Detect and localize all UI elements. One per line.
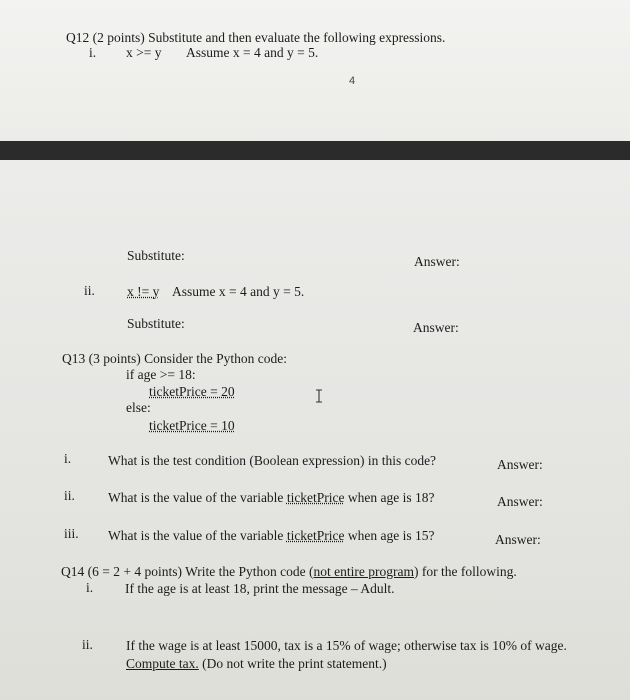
q13-iii-question xyxy=(108,528,435,544)
q14-i-text: If the age is at least 18, print the message – Adult. xyxy=(125,581,395,596)
q12-ii-assumption: Assume x = 4 and y = 5. xyxy=(172,284,305,299)
q13-code-line-if: if age >= 18: xyxy=(126,367,196,382)
q12-ii-expression: x != y xyxy=(127,284,160,299)
q14-i-number: i. xyxy=(86,580,94,595)
q14-heading-underlined: not entire program xyxy=(313,564,414,579)
q13-iii-answer-label: Answer: xyxy=(495,532,541,547)
q13-ii-text-before: What is the value of the variable xyxy=(108,490,287,505)
q14-ii-line1: If the wage is at least 15000, tax is a 15% of wage; otherwise tax is 10% of wage. xyxy=(126,638,567,653)
q14-heading-before: Q14 (6 = 2 + 4 points) Write the Python code ( xyxy=(61,564,314,579)
ticketprice-var-1: ticketPrice = 20 xyxy=(149,384,235,399)
q13-iii-number: iii. xyxy=(64,526,79,541)
q14-ii-number: ii. xyxy=(82,637,93,652)
q14-heading xyxy=(61,564,517,580)
q13-i-answer-label: Answer: xyxy=(497,457,543,472)
q12-ii-substitute-label: Substitute: xyxy=(127,316,185,331)
q13-iii-text-before: What is the value of the variable xyxy=(108,528,287,543)
q13-heading: Q13 (3 points) Consider the Python code: xyxy=(62,351,287,366)
q12-ii-answer-label: Answer: xyxy=(413,320,459,335)
q12-i-substitute-label: Substitute: xyxy=(127,248,185,263)
q13-ii-answer-label: Answer: xyxy=(497,494,543,509)
text-cursor-icon xyxy=(314,389,324,403)
q13-ii-number: ii. xyxy=(64,488,75,503)
q12-ii-number: ii. xyxy=(84,283,95,298)
q14-ii-note: (Do not write the print statement.) xyxy=(198,656,387,671)
q13-iii-text-after: when age is 15? xyxy=(344,528,435,543)
q12-i-expression: x >= y xyxy=(126,45,162,60)
q14-ii-compute-tax: Compute tax. xyxy=(126,656,199,671)
q12-i-answer-label: Answer: xyxy=(414,254,460,269)
ticketprice-var-2: ticketPrice = 10 xyxy=(149,418,235,433)
q14-ii-line2 xyxy=(126,656,387,672)
q13-ii-variable: ticketPrice xyxy=(286,490,345,505)
worksheet-bottom-section xyxy=(0,160,630,700)
q12-i-written-answer: 4 xyxy=(349,75,356,87)
q13-ii-text-after: when age is 18? xyxy=(344,490,435,505)
q13-i-question xyxy=(108,453,436,469)
q12-heading: Q12 (2 points) Substitute and then evaluate the following expressions. xyxy=(66,30,446,45)
q12-i-number: i. xyxy=(89,45,97,60)
q13-ii-question xyxy=(108,490,435,506)
q12-i-assumption: Assume x = 4 and y = 5. xyxy=(186,45,319,60)
q13-code-line-else: else: xyxy=(126,400,151,415)
q13-code-line-assign-20 xyxy=(149,384,235,400)
q13-code-line-assign-10 xyxy=(149,418,235,434)
q14-heading-after: ) for the following. xyxy=(414,564,517,579)
worksheet-top-section xyxy=(0,0,630,140)
q13-i-text: What is the test condition (Boolean expression) in this code? xyxy=(108,453,437,468)
page-fold-shadow xyxy=(0,141,630,160)
q13-i-number: i. xyxy=(64,451,72,466)
q13-iii-variable: ticketPrice xyxy=(286,528,345,543)
